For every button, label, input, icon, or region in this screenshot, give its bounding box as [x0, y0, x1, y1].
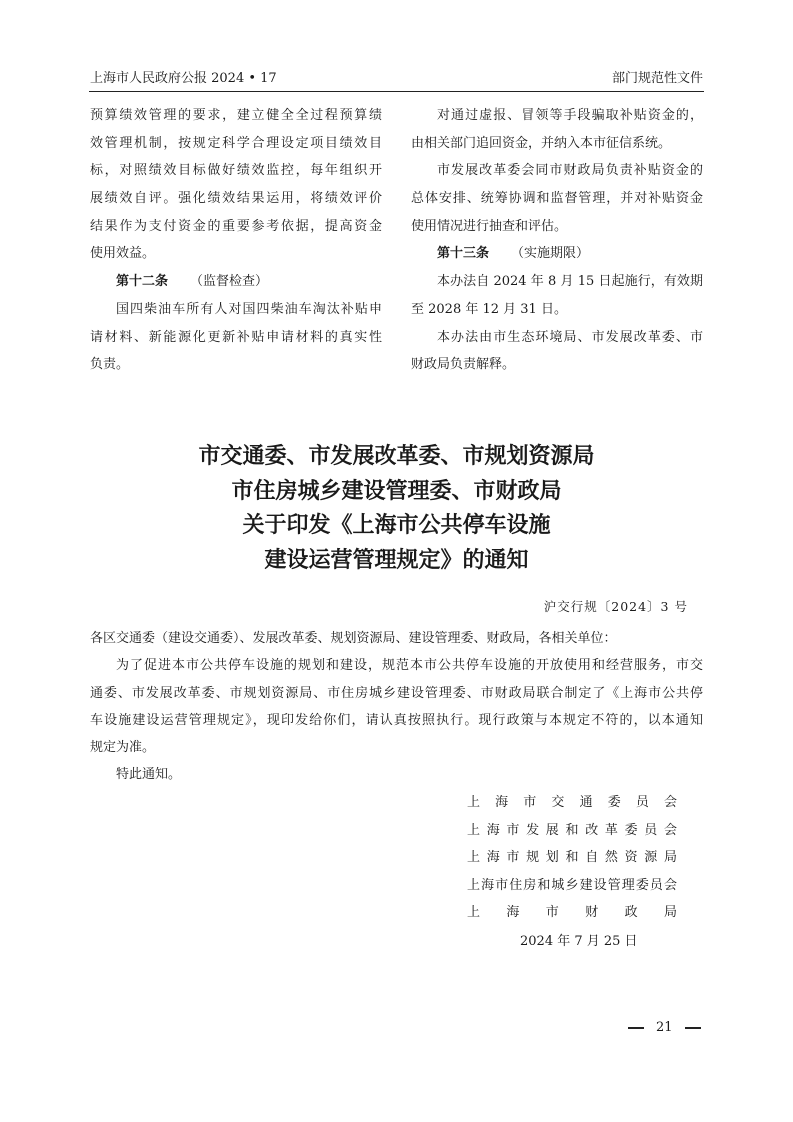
text-line: 国四柴油车所有人对国四柴油车淘汰补贴申 — [116, 301, 382, 317]
publication-header: 上海市人民政府公报 2024 • 17 — [90, 71, 277, 86]
text-line: 至 2028 年 12 月 31 日。 — [411, 301, 567, 317]
dash-decoration — [628, 1027, 644, 1029]
text-line: 由相关部门追回资金，并纳入本市征信系统。 — [411, 135, 672, 151]
text-line: 请材料、新能源化更新补贴申请材料的真实性 — [90, 329, 382, 345]
text-line: 结果作为支付资金的重要参考依据，提高资金 — [90, 218, 382, 234]
signatory: 上海市财政局 — [467, 905, 677, 920]
addressee: 各区交通委（建设交通委）、发展改革委、规划资源局、建设管理委、财政局，各相关单位： — [90, 631, 617, 646]
text-line: 本办法由市生态环境局、市发展改革委、市 — [437, 329, 703, 345]
right-column — [411, 102, 703, 379]
signatory: 上海市规划和自然资源局 — [467, 850, 677, 865]
text-line: 通委、市发展改革委、市规划资源局、市住房城乡建设管理委、市财政局联合制定了《上海市公共停 — [90, 685, 703, 701]
text-line: 规定为准。 — [90, 740, 156, 756]
article-number: 第十三条 — [437, 246, 490, 262]
signatory: 上海市发展和改革委员会 — [467, 822, 677, 838]
page-number-text: 21 — [656, 1020, 673, 1035]
title-line: 关于印发《上海市公共停车设施 — [242, 513, 551, 539]
issue-date: 2024 年 7 月 25 日 — [520, 934, 638, 949]
notice-title — [0, 440, 793, 579]
article-number: 第十二条 — [116, 274, 169, 290]
text-line: 本办法自 2024 年 8 月 15 日起施行，有效期 — [437, 274, 703, 290]
text-line: 效管理机制，按规定科学合理设定项目绩效目 — [90, 135, 382, 151]
text-line: 财政局负责解释。 — [411, 357, 516, 373]
page-number — [628, 1020, 701, 1035]
header-rule — [89, 91, 704, 92]
document-number: 沪交行规〔2024〕3 号 — [543, 599, 688, 614]
article-title: （实施期限） — [511, 246, 590, 262]
text-line: 预算绩效管理的要求，建立健全全过程预算绩 — [90, 108, 382, 123]
article-heading — [90, 268, 382, 296]
text-line: 使用效益。 — [90, 246, 156, 262]
text-line: 负责。 — [90, 357, 130, 373]
text-line: 对通过虚报、冒领等手段骗取补贴资金的， — [437, 108, 703, 123]
text-line: 使用情况进行抽查和评估。 — [411, 218, 568, 234]
title-line: 建设运营管理规定》的通知 — [264, 548, 529, 574]
signatories — [467, 789, 677, 927]
text-line: 总体安排、统筹协调和监督管理，并对补贴资金 — [411, 191, 703, 207]
text-line: 标，对照绩效目标做好绩效监控，每年组织开 — [90, 163, 382, 179]
closing: 特此通知。 — [116, 767, 182, 783]
text-line: 车设施建设运营管理规定》，现印发给你们，请认真按照执行。现行政策与本规定不符的，以本通知 — [90, 712, 703, 728]
signatory: 上海市交通委员会 — [467, 795, 677, 810]
text-line: 为了促进本市公共停车设施的规划和建设，规范本市公共停车设施的开放使用和经营服务，市交 — [116, 658, 703, 674]
article-title: （监督检查） — [190, 274, 269, 290]
notice-body — [90, 625, 703, 789]
left-column — [90, 102, 382, 379]
text-line: 展绩效自评。强化绩效结果运用，将绩效评价 — [90, 191, 382, 207]
article-heading — [411, 240, 703, 268]
signatory: 上海市住房和城乡建设管理委员会 — [467, 877, 677, 893]
title-line: 市交通委、市发展改革委、市规划资源局 — [198, 444, 595, 469]
section-header: 部门规范性文件 — [611, 71, 703, 86]
text-line: 市发展改革委会同市财政局负责补贴资金的 — [437, 163, 703, 179]
title-line: 市住房城乡建设管理委、市财政局 — [231, 478, 562, 504]
dash-decoration — [685, 1027, 701, 1029]
